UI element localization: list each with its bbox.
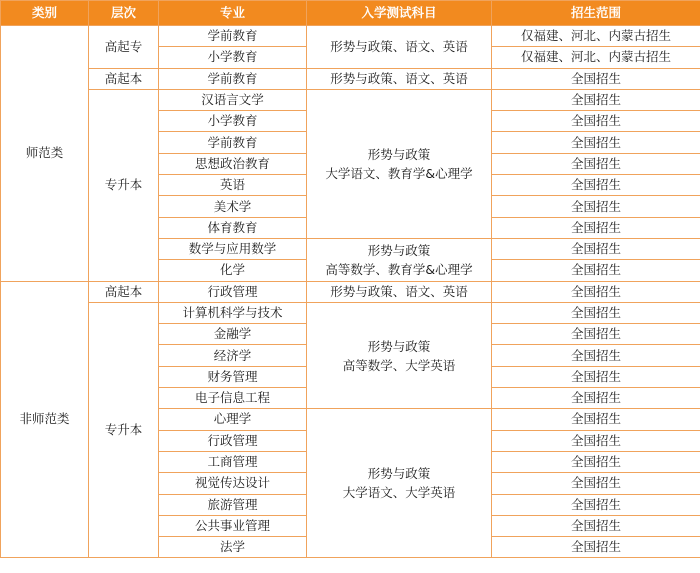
major-cell: 思想政治教育	[159, 153, 307, 174]
major-cell: 心理学	[159, 409, 307, 430]
major-cell: 学前教育	[159, 26, 307, 47]
scope-cell: 仅福建、河北、内蒙古招生	[492, 26, 700, 47]
scope-cell: 全国招生	[492, 302, 700, 323]
major-cell: 小学教育	[159, 111, 307, 132]
subjects-line: 形势与政策	[367, 146, 431, 162]
subjects-line: 高等数学、大学英语	[342, 357, 456, 373]
header-major: 专业	[159, 1, 307, 26]
major-cell: 金融学	[159, 324, 307, 345]
subjects-line: 高等数学、教育学&心理学	[325, 261, 473, 277]
scope-cell: 全国招生	[492, 366, 700, 387]
subjects-line: 大学语文、教育学&心理学	[325, 165, 473, 181]
subjects-line: 大学语文、大学英语	[342, 485, 456, 501]
scope-cell: 全国招生	[492, 281, 700, 302]
scope-cell: 全国招生	[492, 494, 700, 515]
scope-cell: 全国招生	[492, 68, 700, 89]
scope-cell: 全国招生	[492, 217, 700, 238]
major-cell: 法学	[159, 537, 307, 558]
scope-cell: 全国招生	[492, 388, 700, 409]
major-cell: 电子信息工程	[159, 388, 307, 409]
scope-cell: 全国招生	[492, 324, 700, 345]
major-cell: 经济学	[159, 345, 307, 366]
major-cell: 数学与应用数学	[159, 238, 307, 259]
scope-cell: 仅福建、河北、内蒙古招生	[492, 47, 700, 68]
header-subjects: 入学测试科目	[307, 1, 492, 26]
subjects-cell: 形势与政策、语文、英语	[307, 68, 492, 89]
major-cell: 财务管理	[159, 366, 307, 387]
subjects-cell: 形势与政策、语文、英语	[307, 26, 492, 69]
subjects-cell	[307, 302, 492, 408]
level-cell: 高起本	[89, 281, 159, 302]
major-cell: 行政管理	[159, 281, 307, 302]
major-cell: 体育教育	[159, 217, 307, 238]
major-cell: 计算机科学与技术	[159, 302, 307, 323]
major-cell: 小学教育	[159, 47, 307, 68]
major-cell: 工商管理	[159, 451, 307, 472]
scope-cell: 全国招生	[492, 473, 700, 494]
header-category: 类别	[1, 1, 89, 26]
header-level: 层次	[89, 1, 159, 26]
subjects-cell	[307, 89, 492, 238]
subjects-line: 形势与政策	[367, 338, 431, 354]
scope-cell: 全国招生	[492, 260, 700, 281]
level-cell: 专升本	[89, 89, 159, 281]
major-cell: 视觉传达设计	[159, 473, 307, 494]
table-row	[1, 302, 700, 323]
scope-cell: 全国招生	[492, 132, 700, 153]
scope-cell: 全国招生	[492, 196, 700, 217]
scope-cell: 全国招生	[492, 111, 700, 132]
subjects-cell	[307, 409, 492, 558]
level-cell: 高起专	[89, 26, 159, 69]
major-cell: 学前教育	[159, 132, 307, 153]
scope-cell: 全国招生	[492, 153, 700, 174]
scope-cell: 全国招生	[492, 430, 700, 451]
subjects-cell: 形势与政策、语文、英语	[307, 281, 492, 302]
scope-cell: 全国招生	[492, 515, 700, 536]
level-cell: 专升本	[89, 302, 159, 558]
category-cell: 师范类	[1, 26, 89, 282]
table-row	[1, 68, 700, 89]
scope-cell: 全国招生	[492, 89, 700, 110]
scope-cell: 全国招生	[492, 451, 700, 472]
major-cell: 化学	[159, 260, 307, 281]
scope-cell: 全国招生	[492, 238, 700, 259]
major-cell: 学前教育	[159, 68, 307, 89]
scope-cell: 全国招生	[492, 409, 700, 430]
table-row	[1, 26, 700, 47]
major-cell: 旅游管理	[159, 494, 307, 515]
header-scope: 招生范围	[492, 1, 700, 26]
scope-cell: 全国招生	[492, 345, 700, 366]
major-cell: 美术学	[159, 196, 307, 217]
subjects-line: 形势与政策	[367, 242, 431, 258]
header-row	[1, 1, 700, 26]
table-row	[1, 281, 700, 302]
major-cell: 公共事业管理	[159, 515, 307, 536]
table-row	[1, 89, 700, 110]
major-cell: 行政管理	[159, 430, 307, 451]
scope-cell: 全国招生	[492, 537, 700, 558]
category-cell: 非师范类	[1, 281, 89, 558]
major-cell: 汉语言文学	[159, 89, 307, 110]
level-cell: 高起本	[89, 68, 159, 89]
scope-cell: 全国招生	[492, 175, 700, 196]
major-cell: 英语	[159, 175, 307, 196]
subjects-line: 形势与政策	[367, 466, 431, 482]
subjects-cell	[307, 238, 492, 281]
